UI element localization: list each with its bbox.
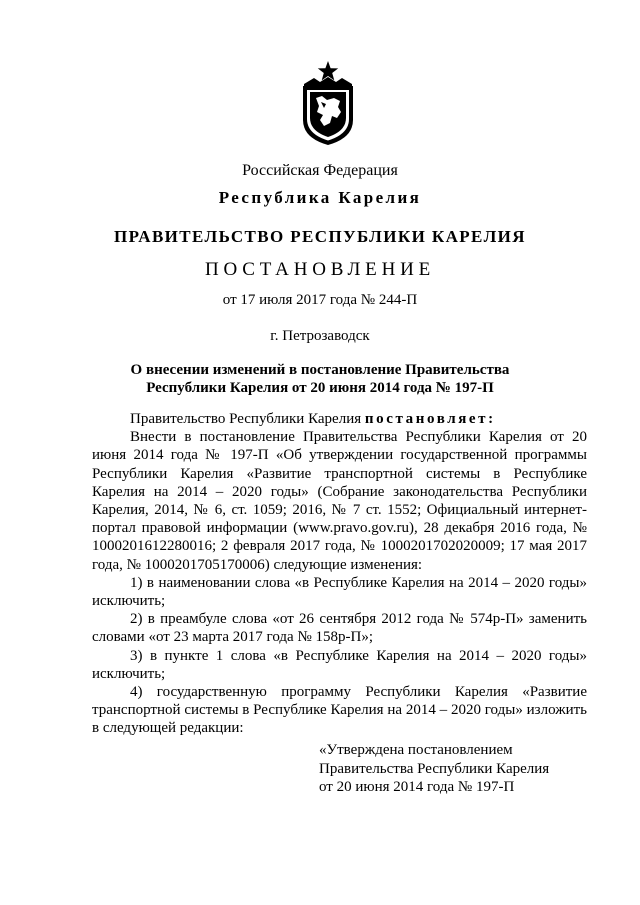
document-type: ПОСТАНОВЛЕНИЕ <box>204 259 436 280</box>
item-3: 3) в пункте 1 слова «в Республике Карелия на 2014 – 2020 годы» исключить; <box>92 647 587 682</box>
government-title: ПРАВИТЕЛЬСТВО РЕСПУБЛИКИ КАРЕЛИЯ <box>114 227 526 246</box>
country-name: Российская Федерация <box>242 162 398 179</box>
decree-word: постановляет: <box>364 411 496 427</box>
decree-intro <box>92 410 587 428</box>
city: г. Петрозаводск <box>270 328 370 344</box>
republic-name: Республика Карелия <box>218 188 422 207</box>
subject-line-2: Республики Карелия от 20 июня 2014 года № 197-П <box>146 380 494 396</box>
document-body <box>92 410 587 738</box>
item-2: 2) в преамбуле слова «от 26 сентября 2012 года № 574р-П» заменить словами «от 23 марта 2017 года № 158р-П»; <box>92 611 587 646</box>
item-4: 4) государственную программу Республики Карелия «Развитие транспортной системы в Республике Карелия на 2014 – 2020 годы» изложить в следующей редакции: <box>92 684 587 737</box>
date-number: от 17 июля 2017 года № 244-П <box>222 292 418 308</box>
approval-line-1: «Утверждена постановлением <box>319 742 513 758</box>
decree-intro-text: Правительство Республики Карелия <box>130 411 365 427</box>
approval-line-2: Правительства Республики Карелия <box>319 760 550 777</box>
subject-line-1: О внесении изменений в постановление Правительства <box>130 362 510 378</box>
document-subject <box>0 361 640 397</box>
approval-block <box>319 741 599 797</box>
approval-line-3: от 20 июня 2014 года № 197-П <box>319 779 515 795</box>
item-1: 1) в наименовании слова «в Республике Карелия на 2014 – 2020 годы» исключить; <box>92 574 587 610</box>
paragraph-main: Внести в постановление Правительства Республики Карелия от 20 июня 2014 года № 197-П «Об утверждении государственной программы Республики Карелия «Развитие транспортной системы в Республике Карелия на 2014 – 2020 годы» (Собрание законодательства Республики Карелия, 2014, № 6, ст. 1059; 2016, № 7 ст. 1552; Официальный интернет-портал правовой информации (www.pravo.gov.ru), 28 декабря 2016 года, № 1000201612280016; 2 февраля 2017 года, № 1000201702020009; 17 мая 2017 года, № 1000201705170006) следующие изменения: <box>92 429 587 573</box>
karelia-coat-of-arms-icon <box>296 60 360 146</box>
